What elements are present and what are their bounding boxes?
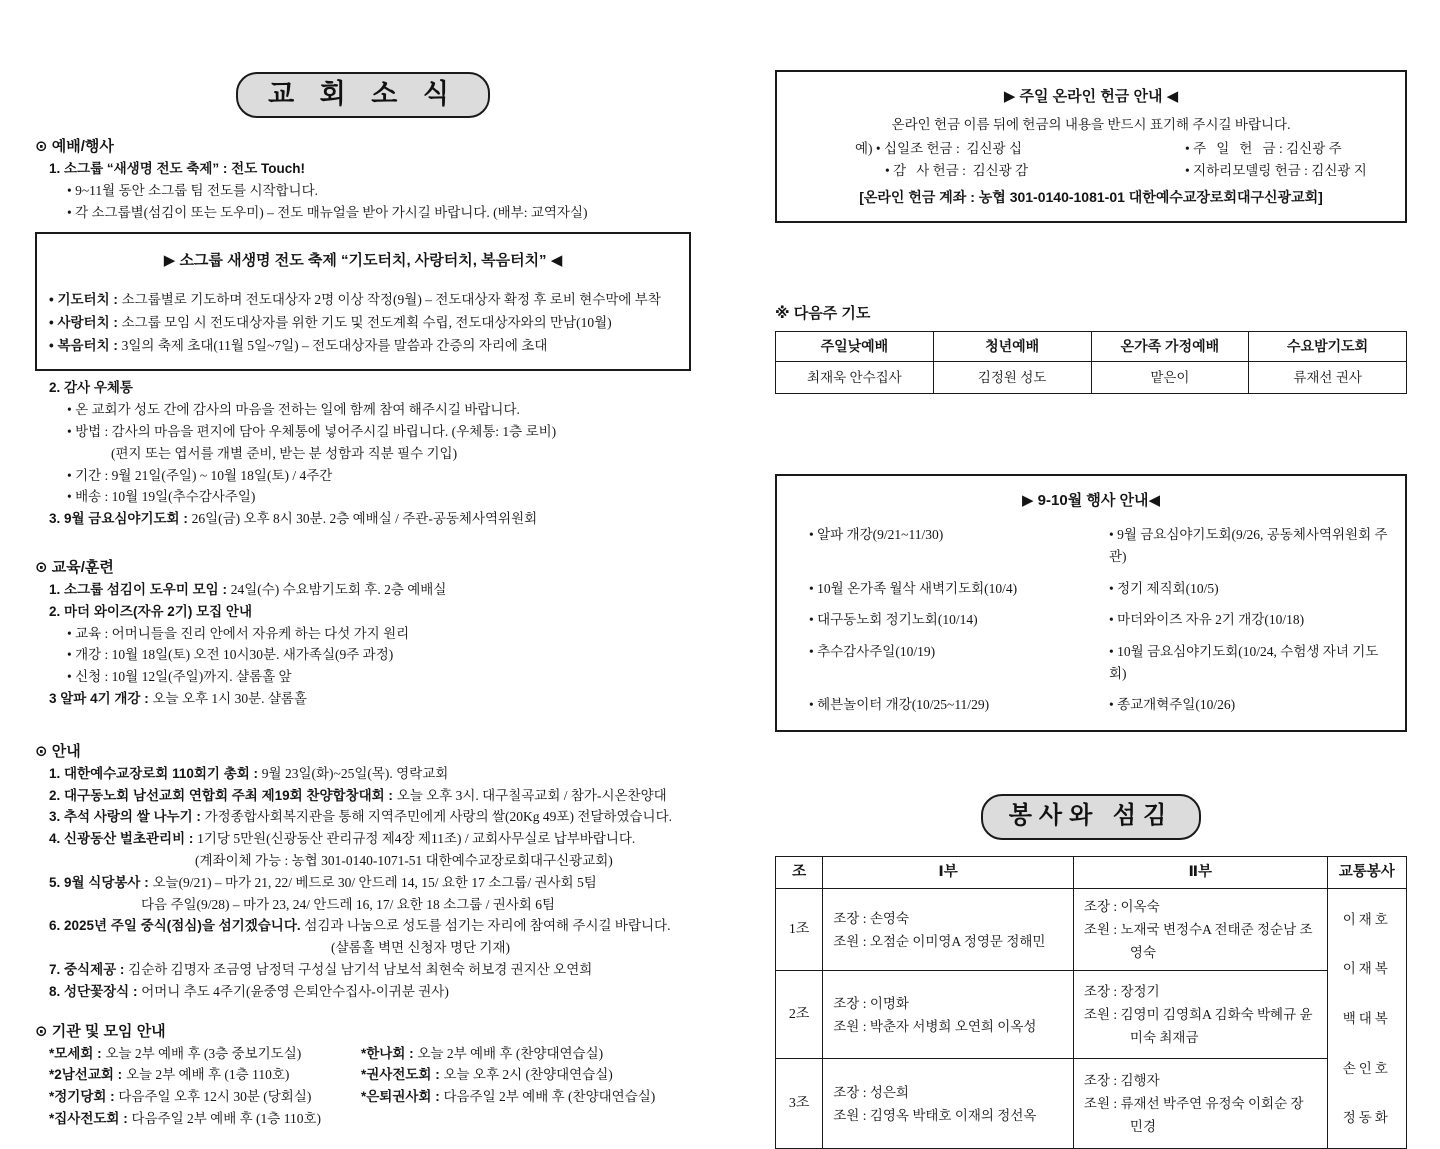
worship-item-3 [35, 508, 691, 530]
service-members: 조원 : 오점순 이미영A 정영문 정해민 [833, 933, 1046, 949]
service-leader: 조장 : 손영숙 [833, 910, 909, 926]
education-item-2-bullet: • 교육 : 어머니들을 진리 안에서 자유케 하는 다섯 가지 원리 [67, 625, 410, 641]
event-item: • 정기 제직회(10/5) [1109, 580, 1219, 596]
prayer-person: 맡은이 [1091, 362, 1249, 394]
service-row [776, 889, 1407, 971]
service-leader: 조장 : 이옥숙 [1083, 899, 1160, 915]
group-item [361, 1086, 691, 1108]
group-item-head: *은퇴권사회 : [361, 1089, 444, 1105]
prayer-person: 김정원 성도 [933, 362, 1091, 394]
prayer-col-header: 수요밤기도회 [1249, 332, 1407, 362]
group-item-empty [361, 1108, 691, 1130]
worship-item-3-text: 26일(금) 오후 8시 30분. 2층 예배실 / 주관-공동체사역위원회 [191, 511, 538, 527]
next-week-prayer-table [775, 331, 1407, 394]
service-members: 조원 : 김영옥 박태호 이재의 정선옥 [833, 1107, 1037, 1123]
events-grid [793, 524, 1389, 716]
service-part1-cell [823, 971, 1074, 1059]
notice-item-text: 섬김과 나눔으로 성도를 섬기는 자리에 참여해 주시길 바랍니다. [304, 918, 671, 934]
traffic-volunteer: 손인호 [1342, 1060, 1391, 1076]
service-leader: 조장 : 성은희 [833, 1084, 909, 1100]
service-table [775, 856, 1407, 1149]
prayer-col-header: 청년예배 [933, 332, 1091, 362]
group-item-head: *권사전도회 : [361, 1067, 444, 1083]
group-item-text: 오늘 오후 2시 (찬양대연습실) [443, 1067, 613, 1083]
event-item: • 대구동노회 정기노회(10/14) [809, 612, 978, 628]
touch-row-prayer [49, 288, 677, 311]
worship-item-2-bullet: • 방법 : 감사의 마음을 편지에 담아 우체통에 넣어주시길 바립니다. (우체통: 1층 로비) [67, 423, 557, 439]
service-members: 조원 : 류재선 박주연 유정숙 이회순 장민경 [1083, 1096, 1304, 1135]
notice-item-text: 어머니 추도 4주기(윤중영 은퇴안수집사-이귀분 권사) [141, 983, 449, 999]
worship-item-2: 2. 감사 우체통 [49, 380, 133, 396]
traffic-volunteers [1328, 895, 1406, 1143]
notice-item-text: 오늘(9/21) – 마가 21, 22/ 베드로 30/ 안드레 14, 15/ 요한 17 소그룹/ 권사회 5팀 [152, 874, 597, 890]
group-item-head: *한나회 : [361, 1045, 418, 1061]
education-item-3-head: 3 알파 4기 개강 : [49, 690, 153, 706]
service-title: 봉사와 섬김 [981, 794, 1202, 840]
online-offering-examples [791, 138, 1391, 182]
online-offering-box [775, 70, 1407, 223]
touch-row-label: • 기도터치 : [49, 292, 122, 308]
event-item: • 종교개혁주일(10/26) [1109, 697, 1236, 713]
notice-item-head: 5. 9월 식당봉사 : [49, 874, 153, 890]
traffic-volunteer: 이재복 [1342, 961, 1391, 977]
touch-row-love [49, 311, 677, 334]
service-team: 1조 [776, 889, 823, 971]
event-item: • 10월 온가족 월삭 새벽기도회(10/4) [809, 580, 1018, 596]
group-item-text: 오늘 2부 예배 후 (3층 중보기도실) [105, 1045, 302, 1061]
events-title: ▶ 9-10월 행사 안내◀ [1021, 492, 1161, 510]
service-traffic-cell [1327, 889, 1406, 1149]
prayer-header-row [776, 332, 1407, 362]
online-offering-notice: 온라인 헌금 이름 뒤에 헌금의 내용을 반드시 표기해 주시길 바랍니다. [891, 117, 1291, 132]
group-item-text: 오늘 2부 예배 후 (찬양대연습실) [417, 1045, 604, 1061]
offering-example: • 주 일 헌 금 : 김신광 주 [1185, 140, 1342, 156]
service-leader: 조장 : 이명화 [833, 995, 909, 1011]
touch-row-text: 소그룹별로 기도하며 전도대상자 2명 이상 작정(9월) – 전도대상자 확정 후 로비 현수막에 부착 [121, 292, 661, 308]
event-item: • 알파 개강(9/21~11/30) [809, 527, 944, 543]
service-part1-cell [823, 889, 1074, 971]
notice-item [35, 785, 691, 807]
notice-item [35, 828, 691, 850]
group-item-head: *정기당회 : [49, 1089, 119, 1105]
notice-item [35, 915, 691, 937]
education-item-3-text: 오늘 오후 1시 30분. 샬롬홀 [152, 690, 307, 706]
education-item-2-bullet: • 신청 : 10월 12일(주일)까지. 샬롬홀 앞 [67, 669, 292, 685]
group-item-text: 오늘 2부 예배 후 (1층 110호) [125, 1067, 290, 1083]
group-item-head: *집사전도회 : [49, 1110, 132, 1126]
worship-item-2-continuation: (편지 또는 엽서를 개별 준비, 받는 분 성함과 직분 필수 기입) [111, 445, 458, 461]
touch-row-text: 소그룹 모임 시 전도대상자를 위한 기도 및 전도계획 수립, 전도대상자와의 만남(10월) [121, 315, 612, 331]
notice-item-head: 7. 중식제공 : [49, 961, 129, 977]
section-groups-heading: ⊙ 기관 및 모임 안내 [35, 1022, 166, 1040]
education-item-1-text: 24일(수) 수요밤기도회 후. 2층 예배실 [230, 581, 447, 597]
notice-item-continuation: 다음 주일(9/28) – 마가 23, 24/ 안드레 16, 17/ 요한 18 소그룹 / 권사회 6팀 [141, 896, 555, 912]
service-row [776, 1059, 1407, 1149]
event-item: • 10월 금요심야기도회(10/24, 수험생 자녀 기도회) [1109, 643, 1379, 681]
section-worship-heading: ⊙ 예배/행사 [35, 138, 114, 155]
notice-item-head: 6. 2025년 주일 중식(점심)을 섬기겠습니다. [49, 918, 305, 934]
section-education-heading: ⊙ 교육/훈련 [35, 558, 114, 576]
group-item [361, 1043, 691, 1065]
touch-row-label: • 사랑터치 : [49, 315, 122, 331]
group-item [49, 1108, 361, 1130]
event-item: • 헤븐놀이터 개강(10/25~11/29) [809, 697, 990, 713]
service-members: 조원 : 박춘자 서병희 오연희 이옥성 [833, 1018, 1037, 1034]
service-members: 조원 : 김영미 김영희A 김화숙 박혜규 윤미숙 최재금 [1083, 1007, 1313, 1046]
worship-item-2-bullet: • 기간 : 9월 21일(주일) ~ 10월 18일(토) / 4주간 [67, 467, 333, 483]
touch-row-text: 3일의 축제 초대(11월 5일~7일) – 전도대상자를 말씀과 간증의 자리에 초대 [121, 338, 548, 354]
prayer-person: 류재선 권사 [1249, 362, 1407, 394]
service-col-header: Ⅱ부 [1073, 857, 1327, 889]
worship-item-1-bullet: • 9~11월 동안 소그룹 팀 전도를 시작합니다. [67, 182, 319, 198]
education-item-2-bullet: • 개강 : 10월 18일(토) 오전 10시30분. 새가족실(9주 과정) [67, 647, 394, 663]
service-row [776, 971, 1407, 1059]
service-part2-cell [1073, 1059, 1327, 1149]
service-col-header: 교통봉사 [1327, 857, 1406, 889]
traffic-volunteer: 백대복 [1342, 1010, 1391, 1026]
service-leader: 조장 : 김행자 [1083, 1073, 1160, 1089]
prayer-value-row [776, 362, 1407, 394]
worship-item-3-head: 3. 9월 금요심야기도회 : [49, 511, 192, 527]
left-column [35, 60, 691, 1130]
notice-item-head: 8. 성단꽃장식 : [49, 983, 142, 999]
notice-item-continuation: (계좌이체 가능 : 농협 301-0140-1071-51 대한예수교장로회대구신광교회) [195, 852, 613, 868]
service-header-row [776, 857, 1407, 889]
group-item-text: 다음주일 2부 예배 후 (찬양대연습실) [443, 1089, 656, 1105]
groups-grid [35, 1043, 691, 1130]
notice-item-head: 4. 신광동산 벌초관리비 : [49, 831, 198, 847]
service-team: 3조 [776, 1059, 823, 1149]
offering-example: 예) • 십일조 헌금 : 김신광 십 [855, 140, 1023, 156]
traffic-volunteer: 이재호 [1342, 911, 1391, 927]
group-item [49, 1064, 361, 1086]
notice-item-continuation: (샬롬홀 벽면 신청자 명단 기재) [331, 940, 510, 956]
worship-item-1: 1. 소그룹 “새생명 전도 축제” : 전도 Touch! [49, 161, 305, 176]
notice-item-text: 1기당 5만원(신광동산 관리규정 제4장 제11조) / 교회사무실로 납부바랍니다. [197, 831, 636, 847]
traffic-volunteer: 정동화 [1342, 1110, 1391, 1126]
service-col-header: 조 [776, 857, 823, 889]
notice-item [35, 959, 691, 981]
touch-festival-box [35, 232, 691, 371]
online-offering-account: [온라인 헌금 계좌 : 농협 301-0140-1081-01 대한예수교장로회대구신광교회] [859, 188, 1323, 205]
education-item-2: 2. 마더 와이즈(자유 2기) 모집 안내 [49, 603, 253, 619]
touch-row-label: • 복음터치 : [49, 338, 122, 354]
group-item-text: 다음주일 오후 12시 30분 (당회실) [118, 1089, 312, 1105]
notice-item [35, 981, 691, 1003]
service-leader: 조장 : 장정기 [1083, 984, 1160, 1000]
notice-item-text: 김순하 김명자 조금영 남정덕 구성실 남기석 남보석 최현숙 허보경 권지산 오연희 [128, 961, 593, 977]
group-item [49, 1086, 361, 1108]
notice-item-head: 1. 대한예수교장로회 110회기 총회 : [49, 765, 262, 781]
notice-item [35, 763, 691, 785]
notice-item-text: 가정종합사회복지관을 통해 지역주민에게 사랑의 쌀(20Kg 49포) 전달하였습니다. [204, 809, 672, 825]
group-item-text: 다음주일 2부 예배 후 (1층 110호) [131, 1110, 321, 1126]
events-box [775, 474, 1407, 732]
prayer-col-header: 온가족 가정예배 [1091, 332, 1249, 362]
service-part1-cell [823, 1059, 1074, 1149]
next-week-prayer-label: ※ 다음주 기도 [775, 304, 871, 322]
right-column [775, 70, 1407, 1149]
notice-item [35, 872, 691, 894]
group-item [49, 1043, 361, 1065]
online-offering-title: ▶ 주일 온라인 헌금 안내 ◀ [1003, 88, 1179, 105]
service-part2-cell [1073, 889, 1327, 971]
offering-example: • 지하리모델링 헌금 : 김신광 지 [1185, 162, 1367, 178]
touch-row-gospel [49, 334, 677, 357]
worship-item-1-bullet: • 각 소그룹별(섬김이 또는 도우미) – 전도 매뉴얼을 받아 가시길 바랍니다. (배부: 교역자실) [67, 204, 588, 220]
service-members: 조원 : 노재국 변정수A 전태준 정순남 조영숙 [1083, 922, 1313, 961]
event-item: • 추수감사주일(10/19) [809, 643, 936, 659]
service-part2-cell [1073, 971, 1327, 1059]
service-col-header: Ⅰ부 [823, 857, 1074, 889]
education-item-1-head: 1. 소그룹 섬김이 도우미 모임 : [49, 581, 231, 597]
offering-example: • 감 사 헌금 : 김신광 감 [885, 162, 1029, 178]
service-team: 2조 [776, 971, 823, 1059]
event-item: • 9월 금요심야기도회(9/26, 공동체사역위원회 주관) [1109, 527, 1388, 565]
notice-item [35, 806, 691, 828]
education-item-1 [35, 579, 691, 601]
notice-item-text: 오늘 오후 3시. 대구칠곡교회 / 참가-시온찬양대 [396, 787, 667, 803]
notice-item-head: 2. 대구동노회 남선교회 연합회 주최 제19회 찬양합창대회 : [49, 787, 397, 803]
worship-item-2-bullet: • 배송 : 10월 19일(추수감사주일) [67, 489, 256, 505]
event-item: • 마더와이즈 자유 2기 개강(10/18) [1109, 612, 1305, 628]
group-item-head: *모세회 : [49, 1045, 106, 1061]
notice-item-head: 3. 추석 사랑의 쌀 나누기 : [49, 809, 205, 825]
education-item-3 [35, 688, 691, 710]
touch-festival-title: ▶ 소그룹 새생명 전도 축제 “기도터치, 사랑터치, 복음터치” ◀ [163, 252, 563, 270]
worship-item-2-bullet: • 온 교회가 성도 간에 감사의 마음을 전하는 일에 함께 참여 해주시길 바랍니다. [67, 402, 520, 418]
prayer-person: 최재욱 안수집사 [776, 362, 934, 394]
prayer-col-header: 주일낮예배 [776, 332, 934, 362]
group-item-head: *2남선교회 : [49, 1067, 126, 1083]
section-notice-heading: ⊙ 안내 [35, 742, 81, 760]
church-news-title: 교 회 소 식 [236, 72, 490, 118]
group-item [361, 1064, 691, 1086]
notice-item-text: 9월 23일(화)~25일(목). 영락교회 [261, 765, 449, 781]
